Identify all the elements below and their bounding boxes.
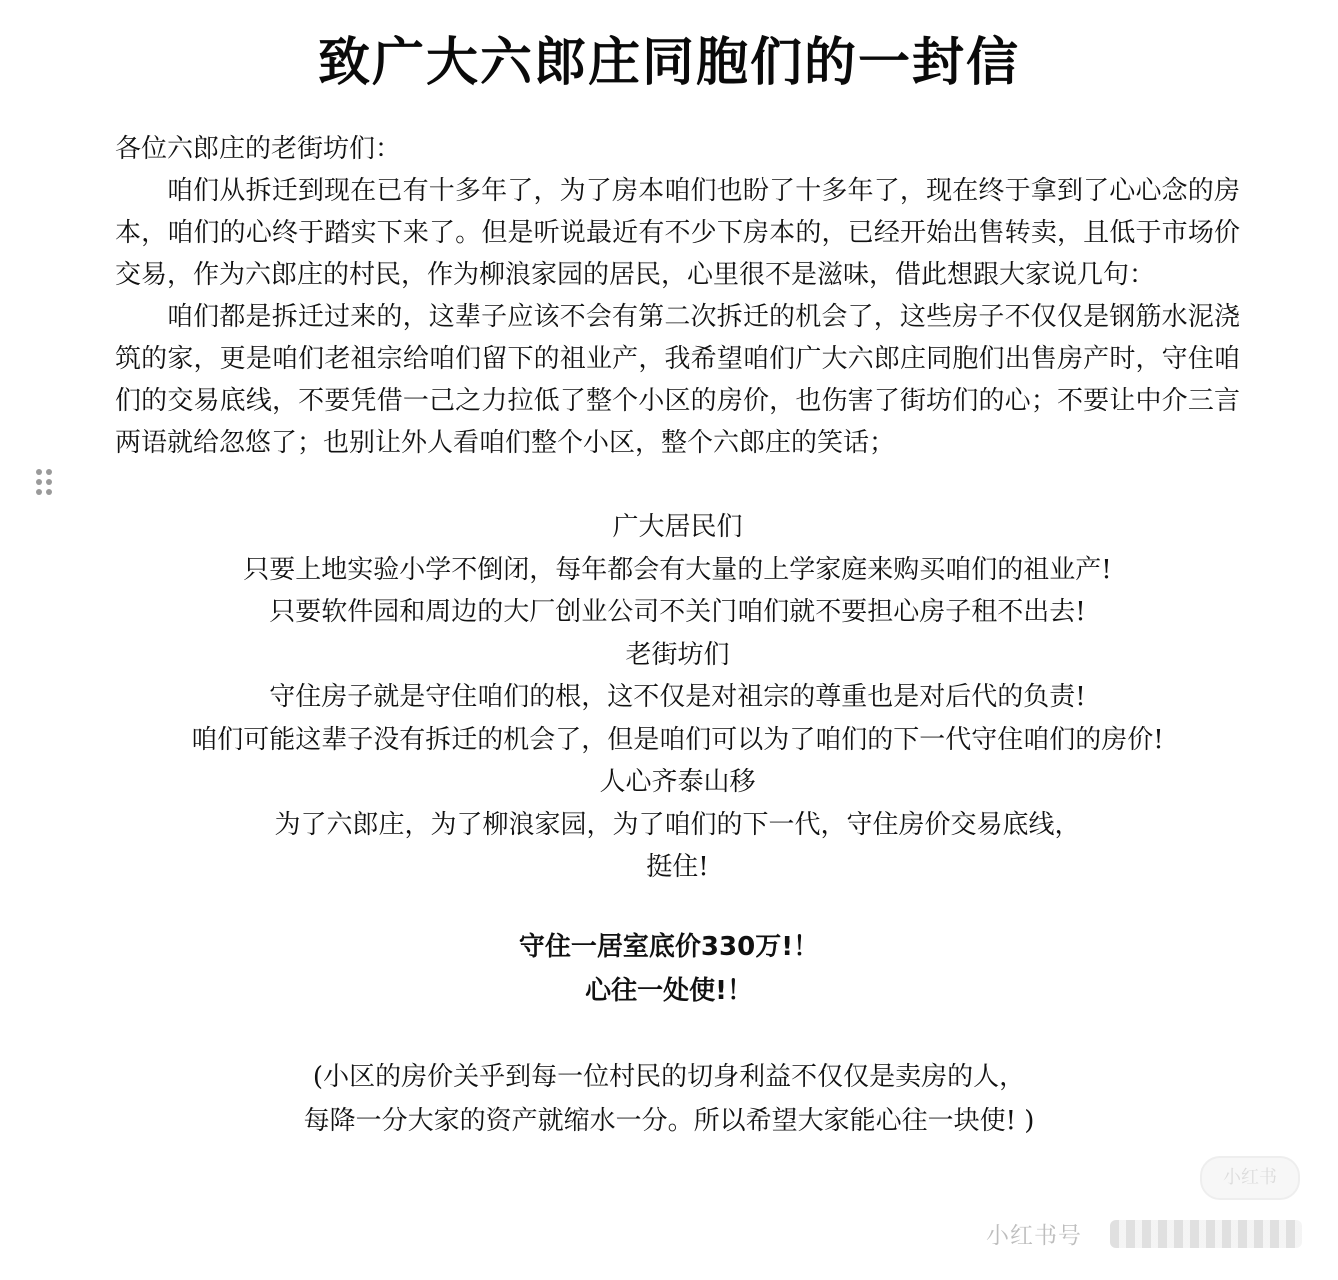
- slogan-price-floor: 守住一居室底价330万!！: [518, 932, 820, 962]
- slogan-unity: 心往一处使!！: [585, 976, 753, 1006]
- footnote: [0, 1055, 1338, 1143]
- paragraph-2: 咱们都是拆迁过来的，这辈子应该不会有第二次拆迁的机会了，这些房子不仅仅是钢筋水泥浇筑的家，更是咱们老祖宗给咱们留下的祖业产，我希望咱们广大六郎庄同胞们出售房产时，守住咱们的交易底线，不要凭借一己之力拉低了整个小区的房价，也伤害了街坊们的心；不要让中介三言两语就给忽悠了；也别让外人看咱们整个小区，整个六郎庄的笑话；: [115, 302, 1240, 458]
- center-line: 守住房子就是守住咱们的根，这不仅是对祖宗的尊重也是对后代的负责!: [269, 682, 1086, 712]
- heading-unity: 人心齐泰山移: [599, 767, 756, 797]
- greeting: 各位六郎庄的老街坊们：: [115, 134, 402, 164]
- footnote-line: (小区的房价关乎到每一位村民的切身利益不仅仅是卖房的人，: [312, 1062, 1026, 1092]
- center-lines: [115, 506, 1240, 889]
- heading-neighbors: 老街坊们: [625, 639, 730, 670]
- letter-body: [115, 128, 1240, 464]
- redacted-id-icon: [1110, 1220, 1302, 1248]
- footnote-line: 每降一分大家的资产就缩水一分。所以希望大家能心往一块使! ): [303, 1106, 1035, 1136]
- center-line: 挺住!: [646, 852, 709, 882]
- slogans: [0, 925, 1338, 1013]
- center-line: 为了六郎庄，为了柳浪家园，为了咱们的下一代，守住房价交易底线，: [274, 809, 1081, 840]
- letter-title: 致广大六郎庄同胞们的一封信: [317, 33, 1020, 93]
- heading-residents: 广大居民们: [612, 512, 743, 542]
- watermark-brand: 小红书号: [986, 1223, 1082, 1249]
- center-line: 只要软件园和周边的大厂创业公司不关门咱们就不要担心房子租不出去!: [269, 597, 1086, 627]
- center-line: 只要上地实验小学不倒闭，每年都会有大量的上学家庭来购买咱们的祖业产!: [243, 554, 1112, 585]
- center-line: 咱们可能这辈子没有拆迁的机会了，但是咱们可以为了咱们的下一代守住咱们的房价!: [191, 724, 1164, 755]
- paragraph-1: 咱们从拆迁到现在已有十多年了，为了房本咱们也盼了十多年了，现在终于拿到了心心念的房本，咱们的心终于踏实下来了。但是听说最近有不少下房本的，已经开始出售转卖，且低于市场价交易，作为六郎庄的村民，作为柳浪家园的居民，心里很不是滋味，借此想跟大家说几句：: [115, 176, 1240, 290]
- watermark-badge: 小红书: [1200, 1156, 1300, 1200]
- drag-handle-icon[interactable]: [36, 469, 52, 497]
